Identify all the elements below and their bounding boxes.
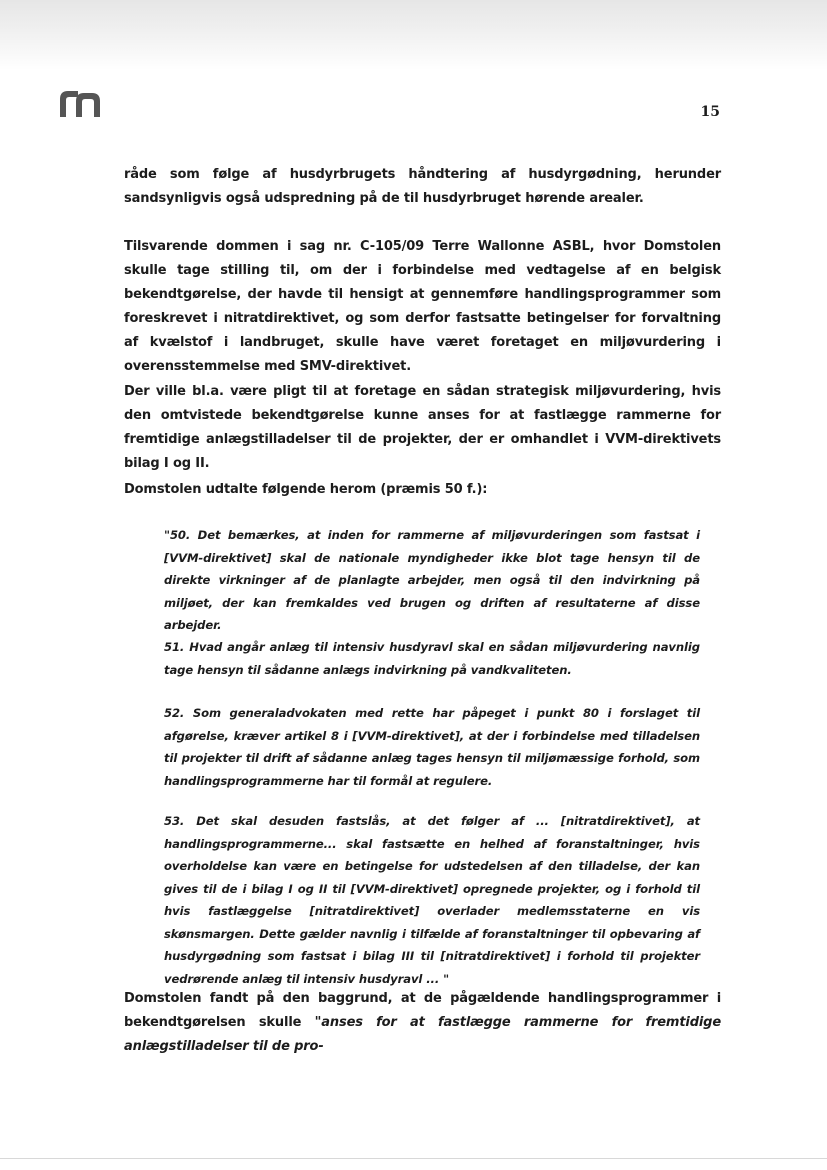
quote-paragraph-52: 52. Som generaladvokaten med rette har påpeget i punkt 80 i forslaget til afgørelse, kræver artikel 8 i [VVM-direktivet], at der i forbindelse med tilladelsen til projekter til drift af sådanne anlæg tages hensyn til miljømæssige forhold, som handlingsprogrammerne har til formål at regulere.: [164, 706, 700, 788]
paragraph-5: [124, 987, 721, 1059]
paragraph-3: Der ville bl.a. være pligt til at foretage en sådan strategisk miljøvurdering, hvis den omtvistede bekendtgørelse kunne anses for at fastlægge rammerne for fremtidige anlægstilladelser til de projekter, der er omhandlet i VVM-direktivets bilag I og II.: [124, 384, 721, 471]
paragraph-1: råde som følge af husdyrbrugets håndtering af husdyrgødning, herunder sandsynligvis også udspredning på de til husdyrbruget hørende arealer.: [124, 167, 721, 206]
scan-shadow-band: [0, 0, 827, 70]
paragraph-4: Domstolen udtalte følgende herom (præmis 50 f.):: [124, 482, 488, 497]
quote-paragraph-50: "50. Det bemærkes, at inden for rammerne af miljøvurderingen som fastsat i [VVM-direktivet] skal de nationale myndigheder ikke blot tage hensyn til de direkte virkninger af de planlagte arbejder, men også til den indvirkning på miljøet, der kan fremkaldes ved brugen og driften af resultaterne af disse arbejder.: [164, 528, 700, 632]
page-number: 15: [700, 104, 720, 120]
paragraph-5-quote: "anses for at fastlægge rammerne for fremtidige anlægstilladelser til de pro-: [124, 1015, 721, 1054]
bottom-edge-line: [0, 1158, 827, 1159]
paragraph-5-lead: Domstolen fandt på den baggrund, at de pågældende handlingsprogrammer i bekendtgørelsen skulle: [124, 991, 721, 1030]
firm-logo-icon: [58, 87, 102, 119]
quote-paragraph-53: 53. Det skal desuden fastslås, at det følger af ... [nitratdirektivet], at handlingsprogrammerne... skal fastsætte en helhed af foranstaltninger, hvis overholdelse kan være en betingelse for udstedelsen af den tilladelse, der kan gives til de i bilag I og II til [VVM-direktivet] opregnede projekter, og i forhold til hvis fastlæggelse [nitratdirektivet] overlader medlemsstaterne en vis skønsmargen. Dette gælder navnlig i tilfælde af foranstaltninger til opbevaring af husdyrgødning som fastsat i bilag III til [nitratdirektivet] i forhold til projekter vedrørende anlæg til intensiv husdyravl ... ": [164, 814, 700, 986]
quote-paragraph-51: 51. Hvad angår anlæg til intensiv husdyravl skal en sådan miljøvurdering navnlig tage hensyn til sådanne anlægs indvirkning på vandkvaliteten.: [164, 640, 700, 677]
paragraph-2: Tilsvarende dommen i sag nr. C-105/09 Terre Wallonne ASBL, hvor Domstolen skulle tage stilling til, om der i forbindelse med vedtagelse af en belgisk bekendtgørelse, der havde til hensigt at gennemføre handlingsprogrammer som foreskrevet i nitratdirektivet, og som derfor fastsatte betingelser for forvaltning af kvælstof i landbruget, skulle have været foretaget en miljøvurdering i overensstemmelse med SMV-direktivet.: [124, 239, 721, 374]
